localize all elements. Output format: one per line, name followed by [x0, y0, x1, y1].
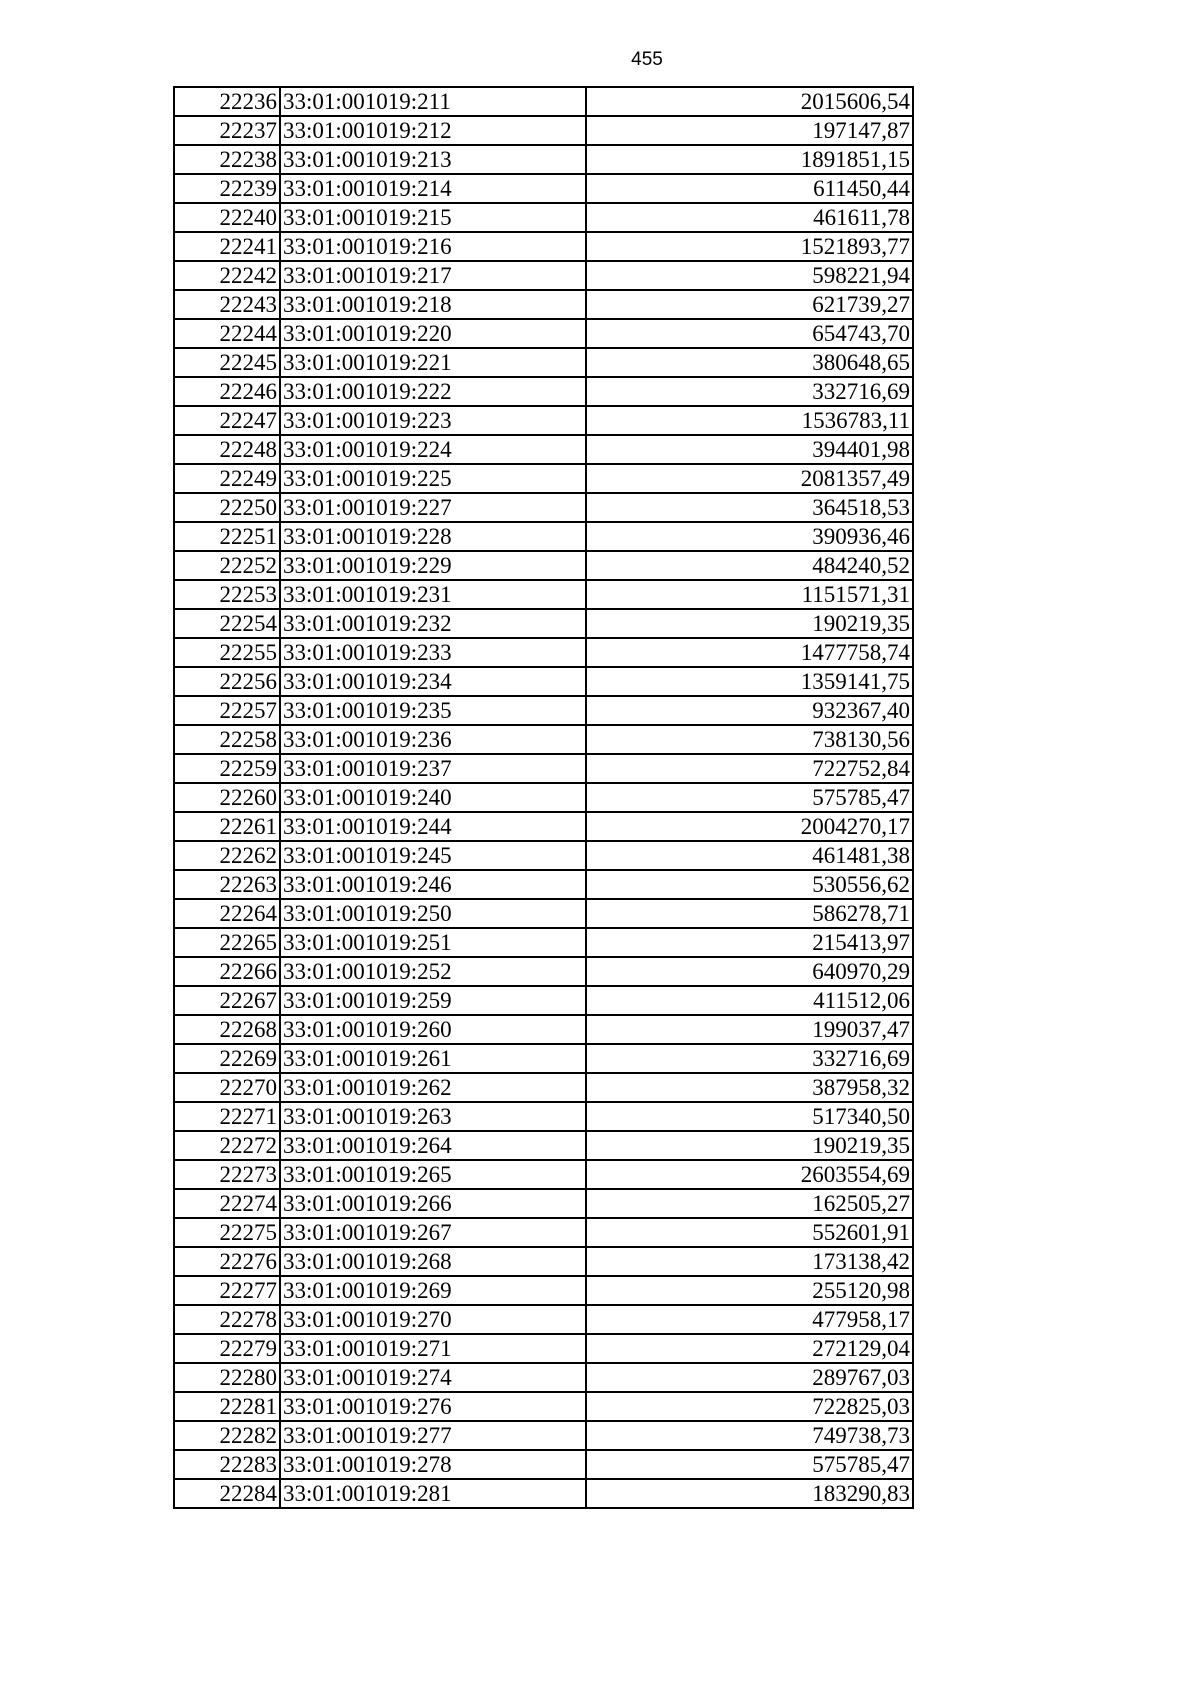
row-number-cell: 22270: [174, 1073, 280, 1102]
row-number-cell: 22255: [174, 638, 280, 667]
table-row: [174, 1479, 913, 1508]
table-row: [174, 580, 913, 609]
row-number-cell: 22284: [174, 1479, 280, 1508]
table-row: [174, 957, 913, 986]
row-number-cell: 22263: [174, 870, 280, 899]
table-row: [174, 1392, 913, 1421]
cadastral-value-table: [173, 86, 914, 1509]
cadastral-value-cell: 197147,87: [586, 116, 913, 145]
cadastral-number-cell: 33:01:001019:245: [280, 841, 586, 870]
cadastral-value-cell: 394401,98: [586, 435, 913, 464]
row-number-cell: 22245: [174, 348, 280, 377]
table-row: [174, 1450, 913, 1479]
cadastral-number-cell: 33:01:001019:228: [280, 522, 586, 551]
cadastral-value-cell: 484240,52: [586, 551, 913, 580]
cadastral-value-cell: 173138,42: [586, 1247, 913, 1276]
cadastral-value-cell: 1521893,77: [586, 232, 913, 261]
cadastral-number-cell: 33:01:001019:222: [280, 377, 586, 406]
cadastral-number-cell: 33:01:001019:221: [280, 348, 586, 377]
table-row: [174, 1015, 913, 1044]
table-row: [174, 145, 913, 174]
row-number-cell: 22240: [174, 203, 280, 232]
cadastral-value-cell: 2603554,69: [586, 1160, 913, 1189]
cadastral-number-cell: 33:01:001019:281: [280, 1479, 586, 1508]
cadastral-value-cell: 1477758,74: [586, 638, 913, 667]
table-row: [174, 638, 913, 667]
row-number-cell: 22236: [174, 87, 280, 116]
cadastral-number-cell: 33:01:001019:278: [280, 1450, 586, 1479]
cadastral-number-cell: 33:01:001019:235: [280, 696, 586, 725]
row-number-cell: 22250: [174, 493, 280, 522]
row-number-cell: 22269: [174, 1044, 280, 1073]
table-row: [174, 609, 913, 638]
cadastral-number-cell: 33:01:001019:267: [280, 1218, 586, 1247]
cadastral-number-cell: 33:01:001019:263: [280, 1102, 586, 1131]
cadastral-number-cell: 33:01:001019:227: [280, 493, 586, 522]
cadastral-value-cell: 272129,04: [586, 1334, 913, 1363]
cadastral-value-cell: 722825,03: [586, 1392, 913, 1421]
row-number-cell: 22252: [174, 551, 280, 580]
table-row: [174, 1160, 913, 1189]
table-row: [174, 899, 913, 928]
table-row: [174, 725, 913, 754]
row-number-cell: 22281: [174, 1392, 280, 1421]
cadastral-number-cell: 33:01:001019:234: [280, 667, 586, 696]
cadastral-number-cell: 33:01:001019:214: [280, 174, 586, 203]
cadastral-value-cell: 722752,84: [586, 754, 913, 783]
table-row: [174, 754, 913, 783]
table-row: [174, 319, 913, 348]
row-number-cell: 22265: [174, 928, 280, 957]
cadastral-value-cell: 364518,53: [586, 493, 913, 522]
page-number: 455: [631, 49, 663, 70]
row-number-cell: 22256: [174, 667, 280, 696]
row-number-cell: 22251: [174, 522, 280, 551]
row-number-cell: 22243: [174, 290, 280, 319]
cadastral-number-cell: 33:01:001019:261: [280, 1044, 586, 1073]
table-row: [174, 1073, 913, 1102]
table-row: [174, 667, 913, 696]
cadastral-value-cell: 411512,06: [586, 986, 913, 1015]
row-number-cell: 22239: [174, 174, 280, 203]
cadastral-number-cell: 33:01:001019:264: [280, 1131, 586, 1160]
row-number-cell: 22278: [174, 1305, 280, 1334]
table-row: [174, 261, 913, 290]
table-row: [174, 1305, 913, 1334]
row-number-cell: 22244: [174, 319, 280, 348]
cadastral-value-cell: 190219,35: [586, 1131, 913, 1160]
cadastral-number-cell: 33:01:001019:224: [280, 435, 586, 464]
cadastral-value-cell: 387958,32: [586, 1073, 913, 1102]
table-row: [174, 812, 913, 841]
cadastral-number-cell: 33:01:001019:236: [280, 725, 586, 754]
table-row: [174, 841, 913, 870]
row-number-cell: 22241: [174, 232, 280, 261]
cadastral-value-cell: 749738,73: [586, 1421, 913, 1450]
row-number-cell: 22283: [174, 1450, 280, 1479]
row-number-cell: 22267: [174, 986, 280, 1015]
table-row: [174, 87, 913, 116]
row-number-cell: 22274: [174, 1189, 280, 1218]
row-number-cell: 22264: [174, 899, 280, 928]
table-row: [174, 1363, 913, 1392]
table-row: [174, 696, 913, 725]
cadastral-value-cell: 215413,97: [586, 928, 913, 957]
cadastral-number-cell: 33:01:001019:211: [280, 87, 586, 116]
cadastral-number-cell: 33:01:001019:229: [280, 551, 586, 580]
cadastral-value-cell: 611450,44: [586, 174, 913, 203]
row-number-cell: 22258: [174, 725, 280, 754]
cadastral-value-cell: 552601,91: [586, 1218, 913, 1247]
row-number-cell: 22253: [174, 580, 280, 609]
cadastral-value-cell: 332716,69: [586, 1044, 913, 1073]
row-number-cell: 22262: [174, 841, 280, 870]
cadastral-number-cell: 33:01:001019:233: [280, 638, 586, 667]
cadastral-number-cell: 33:01:001019:231: [280, 580, 586, 609]
cadastral-value-cell: 640970,29: [586, 957, 913, 986]
row-number-cell: 22272: [174, 1131, 280, 1160]
cadastral-number-cell: 33:01:001019:218: [280, 290, 586, 319]
row-number-cell: 22275: [174, 1218, 280, 1247]
row-number-cell: 22266: [174, 957, 280, 986]
cadastral-value-cell: 461481,38: [586, 841, 913, 870]
cadastral-value-cell: 477958,17: [586, 1305, 913, 1334]
cadastral-value-cell: 199037,47: [586, 1015, 913, 1044]
row-number-cell: 22277: [174, 1276, 280, 1305]
table-row: [174, 464, 913, 493]
row-number-cell: 22268: [174, 1015, 280, 1044]
cadastral-value-cell: 2081357,49: [586, 464, 913, 493]
cadastral-number-cell: 33:01:001019:250: [280, 899, 586, 928]
cadastral-number-cell: 33:01:001019:212: [280, 116, 586, 145]
cadastral-value-cell: 1891851,15: [586, 145, 913, 174]
cadastral-number-cell: 33:01:001019:259: [280, 986, 586, 1015]
cadastral-value-cell: 390936,46: [586, 522, 913, 551]
cadastral-number-cell: 33:01:001019:262: [280, 1073, 586, 1102]
table-row: [174, 1421, 913, 1450]
table-row: [174, 928, 913, 957]
row-number-cell: 22280: [174, 1363, 280, 1392]
table-row: [174, 1044, 913, 1073]
table-row: [174, 870, 913, 899]
row-number-cell: 22238: [174, 145, 280, 174]
cadastral-value-cell: 190219,35: [586, 609, 913, 638]
cadastral-value-cell: 461611,78: [586, 203, 913, 232]
cadastral-value-cell: 586278,71: [586, 899, 913, 928]
cadastral-value-cell: 621739,27: [586, 290, 913, 319]
cadastral-value-cell: 738130,56: [586, 725, 913, 754]
row-number-cell: 22249: [174, 464, 280, 493]
cadastral-value-cell: 2004270,17: [586, 812, 913, 841]
table-row: [174, 290, 913, 319]
cadastral-value-cell: 380648,65: [586, 348, 913, 377]
cadastral-value-cell: 654743,70: [586, 319, 913, 348]
cadastral-value-cell: 255120,98: [586, 1276, 913, 1305]
table-row: [174, 1247, 913, 1276]
table-body: [174, 87, 913, 1508]
cadastral-number-cell: 33:01:001019:270: [280, 1305, 586, 1334]
cadastral-number-cell: 33:01:001019:237: [280, 754, 586, 783]
cadastral-number-cell: 33:01:001019:266: [280, 1189, 586, 1218]
row-number-cell: 22282: [174, 1421, 280, 1450]
table-row: [174, 986, 913, 1015]
cadastral-value-cell: 2015606,54: [586, 87, 913, 116]
cadastral-value-cell: 162505,27: [586, 1189, 913, 1218]
cadastral-value-cell: 1359141,75: [586, 667, 913, 696]
table-row: [174, 348, 913, 377]
row-number-cell: 22246: [174, 377, 280, 406]
row-number-cell: 22242: [174, 261, 280, 290]
table-row: [174, 174, 913, 203]
row-number-cell: 22259: [174, 754, 280, 783]
cadastral-number-cell: 33:01:001019:274: [280, 1363, 586, 1392]
cadastral-number-cell: 33:01:001019:265: [280, 1160, 586, 1189]
row-number-cell: 22261: [174, 812, 280, 841]
row-number-cell: 22237: [174, 116, 280, 145]
cadastral-number-cell: 33:01:001019:252: [280, 957, 586, 986]
cadastral-number-cell: 33:01:001019:246: [280, 870, 586, 899]
cadastral-number-cell: 33:01:001019:216: [280, 232, 586, 261]
table-row: [174, 1276, 913, 1305]
cadastral-value-cell: 575785,47: [586, 783, 913, 812]
table-row: [174, 1102, 913, 1131]
table-row: [174, 1218, 913, 1247]
cadastral-number-cell: 33:01:001019:251: [280, 928, 586, 957]
cadastral-value-cell: 575785,47: [586, 1450, 913, 1479]
table-row: [174, 232, 913, 261]
cadastral-number-cell: 33:01:001019:232: [280, 609, 586, 638]
cadastral-value-cell: 1536783,11: [586, 406, 913, 435]
row-number-cell: 22247: [174, 406, 280, 435]
cadastral-value-cell: 517340,50: [586, 1102, 913, 1131]
cadastral-value-cell: 1151571,31: [586, 580, 913, 609]
table-row: [174, 435, 913, 464]
table-row: [174, 551, 913, 580]
cadastral-value-cell: 289767,03: [586, 1363, 913, 1392]
cadastral-number-cell: 33:01:001019:268: [280, 1247, 586, 1276]
cadastral-number-cell: 33:01:001019:271: [280, 1334, 586, 1363]
cadastral-number-cell: 33:01:001019:223: [280, 406, 586, 435]
cadastral-value-cell: 530556,62: [586, 870, 913, 899]
table-row: [174, 783, 913, 812]
table-row: [174, 377, 913, 406]
cadastral-value-cell: 932367,40: [586, 696, 913, 725]
table-row: [174, 1131, 913, 1160]
cadastral-number-cell: 33:01:001019:260: [280, 1015, 586, 1044]
cadastral-value-cell: 332716,69: [586, 377, 913, 406]
cadastral-value-cell: 598221,94: [586, 261, 913, 290]
table-row: [174, 1334, 913, 1363]
row-number-cell: 22248: [174, 435, 280, 464]
row-number-cell: 22254: [174, 609, 280, 638]
row-number-cell: 22271: [174, 1102, 280, 1131]
row-number-cell: 22276: [174, 1247, 280, 1276]
cadastral-number-cell: 33:01:001019:225: [280, 464, 586, 493]
row-number-cell: 22260: [174, 783, 280, 812]
table-row: [174, 493, 913, 522]
cadastral-number-cell: 33:01:001019:277: [280, 1421, 586, 1450]
row-number-cell: 22279: [174, 1334, 280, 1363]
table-row: [174, 116, 913, 145]
cadastral-number-cell: 33:01:001019:269: [280, 1276, 586, 1305]
table-row: [174, 1189, 913, 1218]
table-row: [174, 203, 913, 232]
cadastral-number-cell: 33:01:001019:244: [280, 812, 586, 841]
row-number-cell: 22257: [174, 696, 280, 725]
cadastral-value-cell: 183290,83: [586, 1479, 913, 1508]
table-row: [174, 406, 913, 435]
cadastral-number-cell: 33:01:001019:240: [280, 783, 586, 812]
row-number-cell: 22273: [174, 1160, 280, 1189]
cadastral-number-cell: 33:01:001019:213: [280, 145, 586, 174]
cadastral-number-cell: 33:01:001019:215: [280, 203, 586, 232]
cadastral-number-cell: 33:01:001019:217: [280, 261, 586, 290]
table-row: [174, 522, 913, 551]
cadastral-number-cell: 33:01:001019:220: [280, 319, 586, 348]
cadastral-number-cell: 33:01:001019:276: [280, 1392, 586, 1421]
